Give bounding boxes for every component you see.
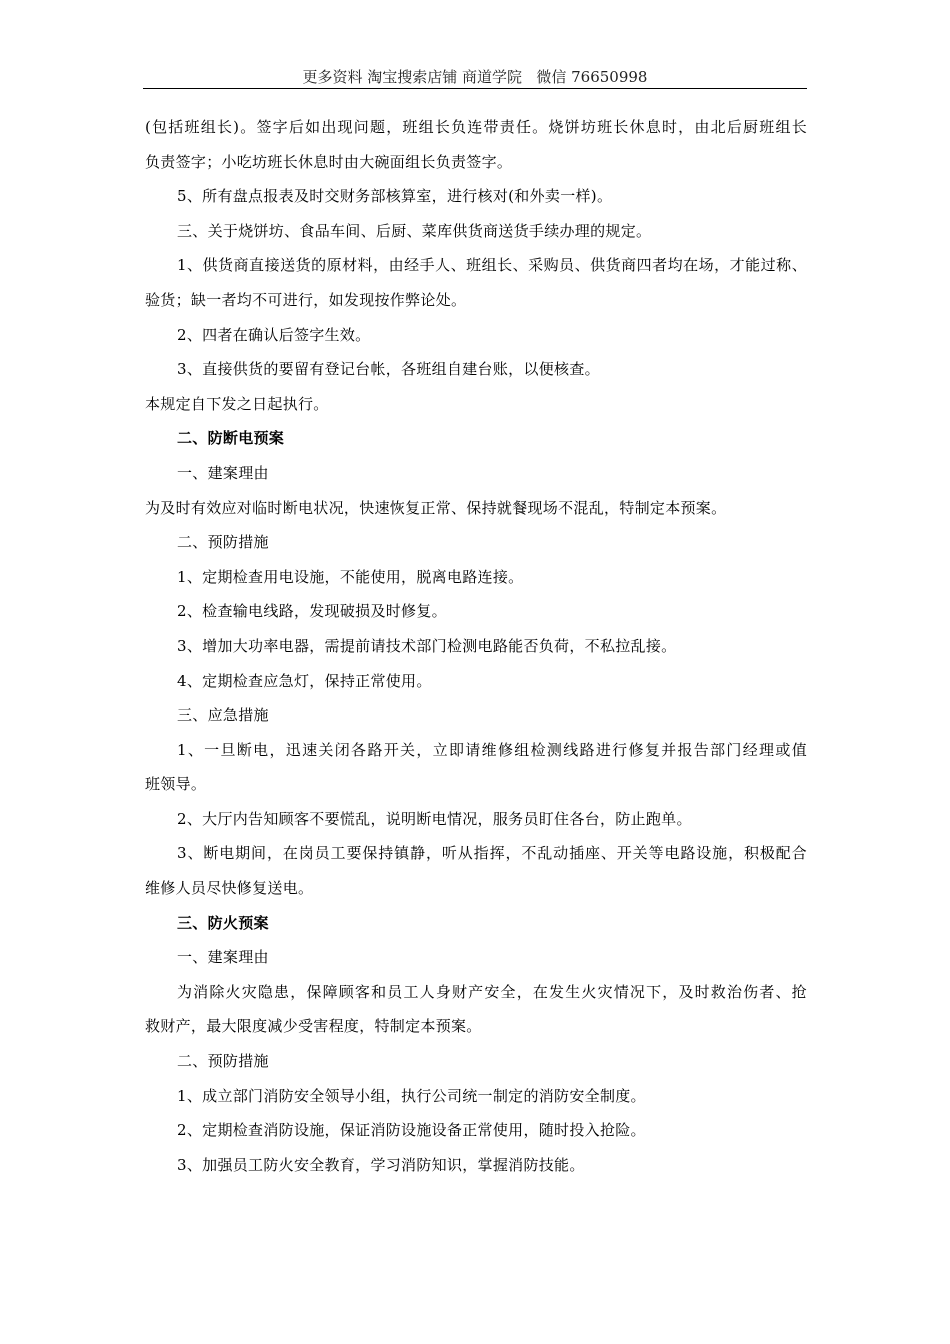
text-line: 3、加强员工防火安全教育，学习消防知识，掌握消防技能。 xyxy=(177,1155,585,1174)
text-line: 三、关于烧饼坊、食品车间、后厨、菜库供货商送货手续办理的规定。 xyxy=(177,221,652,240)
text-line: (包括班组长)。签字后如出现问题，班组长负连带责任。烧饼坊班长休息时，由北后厨班组长 xyxy=(145,118,807,136)
text-line: 为消除火灾隐患，保障顾客和员工人身财产安全，在发生火灾情况下，及时救治伤者、抢 xyxy=(177,982,807,1001)
text-line: 2、四者在确认后签字生效。 xyxy=(177,325,371,344)
text-line: 2、检查输电线路，发现破损及时修复。 xyxy=(177,602,447,621)
text-line: 一、建案理由 xyxy=(177,463,269,482)
text-line: 班领导。 xyxy=(145,775,207,794)
text-line: 维修人员尽快修复送电。 xyxy=(145,879,314,898)
text-line: 5、所有盘点报表及时交财务部核算室，进行核对(和外卖一样)。 xyxy=(177,187,613,206)
text-line: 验货；缺一者均不可进行，如发现按作弊论处。 xyxy=(145,290,467,309)
text-line: 2、大厅内告知顾客不要慌乱，说明断电情况，服务员盯住各台，防止跑单。 xyxy=(177,809,692,828)
text-line: 1、成立部门消防安全领导小组，执行公司统一制定的消防安全制度。 xyxy=(177,1086,646,1105)
text-line: 本规定自下发之日起执行。 xyxy=(145,394,329,413)
text-line: 3、增加大功率电器，需提前请技术部门检测电路能否负荷，不私拉乱接。 xyxy=(177,636,677,655)
text-line: 二、预防措施 xyxy=(177,1052,269,1071)
text-line: 为及时有效应对临时断电状况，快速恢复正常、保持就餐现场不混乱，特制定本预案。 xyxy=(145,498,727,517)
text-line: 4、定期检查应急灯，保持正常使用。 xyxy=(177,671,432,690)
text-line: 二、预防措施 xyxy=(177,533,269,552)
text-line: 救财产，最大限度减少受害程度，特制定本预案。 xyxy=(145,1017,482,1036)
text-line: 3、直接供货的要留有登记台帐，各班组自建台账，以便核查。 xyxy=(177,360,600,379)
text-line: 3、断电期间，在岗员工要保持镇静，听从指挥，不乱动插座、开关等电路设施，积极配合 xyxy=(177,844,807,863)
text-line: 1、定期检查用电设施，不能使用，脱离电路连接。 xyxy=(177,567,524,586)
page-header: 更多资料 淘宝搜索店铺 商道学院 微信 76650998 xyxy=(143,66,807,89)
section-heading: 三、防火预案 xyxy=(177,913,269,932)
text-line: 1、供货商直接送货的原材料，由经手人、班组长、采购员、供货商四者均在场，才能过称、 xyxy=(177,256,807,275)
text-line: 2、定期检查消防设施，保证消防设施设备正常使用，随时投入抢险。 xyxy=(177,1121,646,1140)
text-line: 三、应急措施 xyxy=(177,706,269,725)
text-line: 负责签字；小吃坊班长休息时由大碗面组长负责签字。 xyxy=(145,152,513,171)
document-body xyxy=(145,110,807,1182)
text-line: 1、一旦断电，迅速关闭各路开关，立即请维修组检测线路进行修复并报告部门经理或值 xyxy=(177,740,807,759)
section-heading: 二、防断电预案 xyxy=(177,429,285,448)
text-line: 一、建案理由 xyxy=(177,948,269,967)
